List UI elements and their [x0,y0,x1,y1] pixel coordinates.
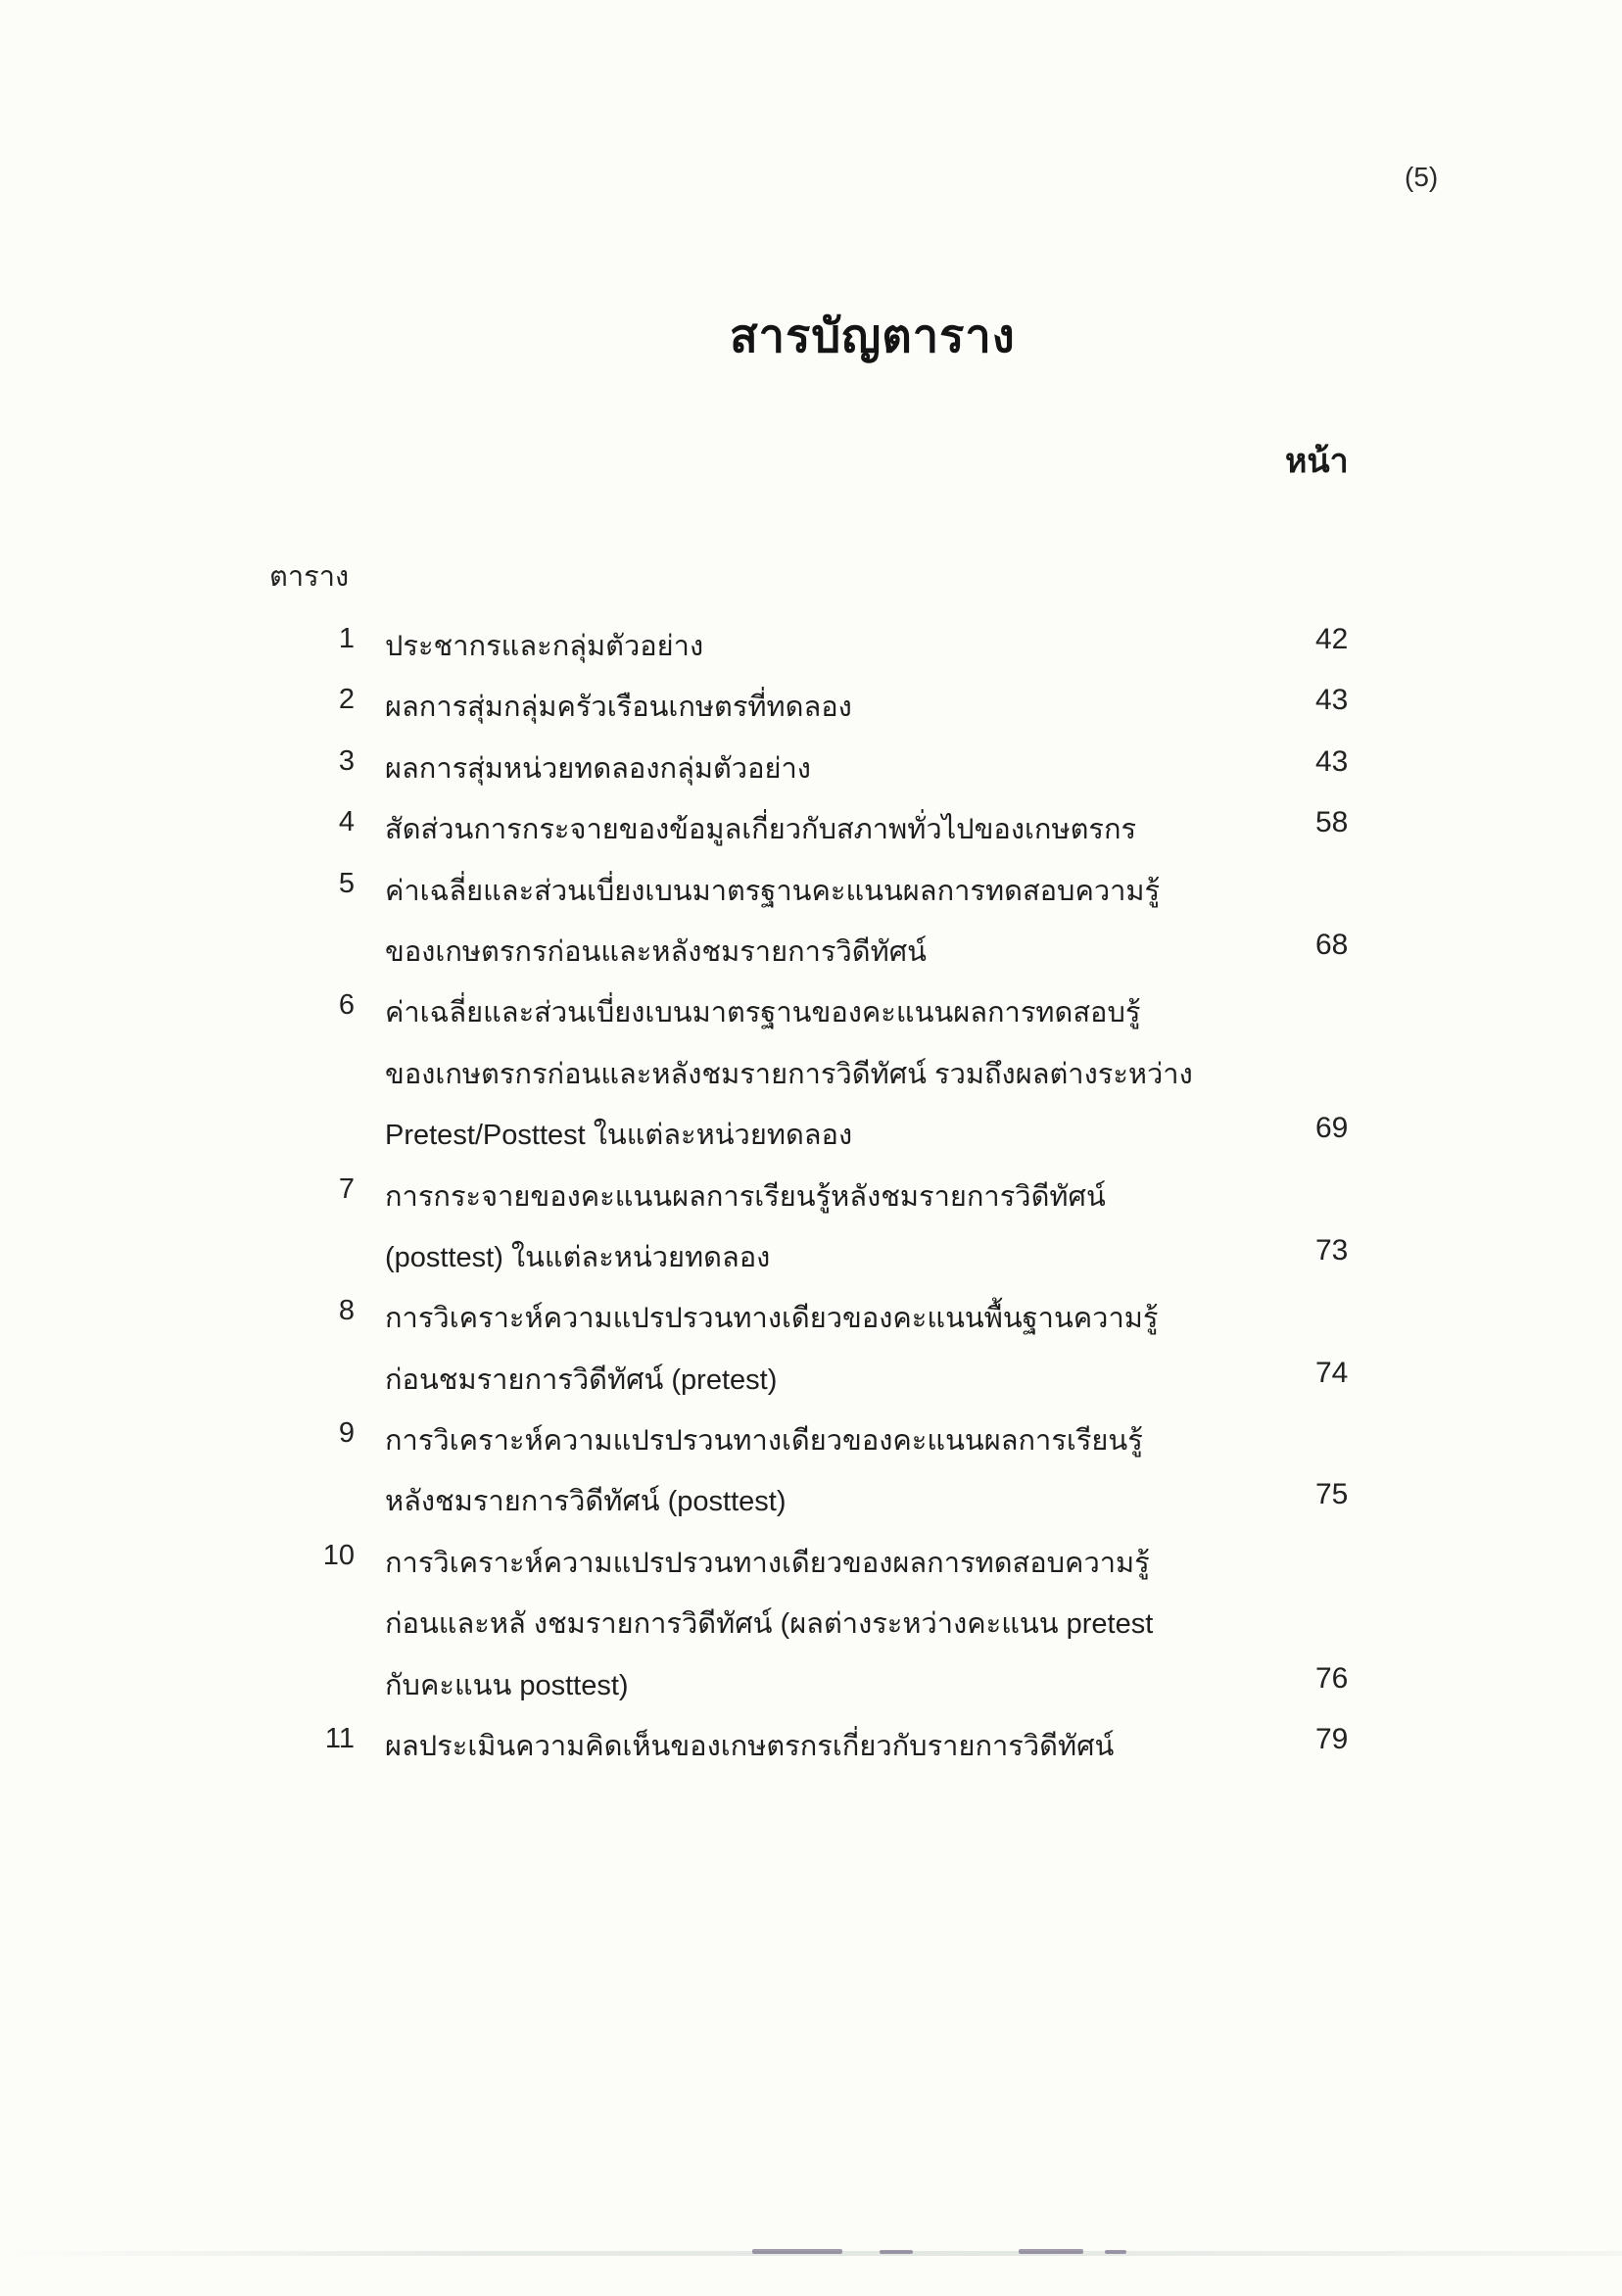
scan-artifact-smudge [1105,2250,1126,2254]
entry-page-number: 43 [1315,744,1349,778]
entry-text: ของเกษตรกรก่อนและหลังชมรายการวิดีทัศน์ รวมถึงผลต่างระหว่าง [385,1058,1193,1090]
entry-text: ผลประเมินความคิดเห็นของเกษตรกรเกี่ยวกับรายการวิดีทัศน์ [385,1731,1115,1763]
entry-number: 5 [338,867,355,899]
page-column-header: หน้า [1285,443,1349,480]
entry-page-number: 69 [1315,1112,1349,1145]
entry-number: 1 [338,623,355,654]
entry-number: 7 [338,1172,355,1205]
entry-number: 2 [338,684,355,716]
toc-entry-8-continued [0,1343,1622,1404]
entry-number: 4 [338,806,355,838]
entry-text: ผลการสุ่มหน่วยทดลองกลุ่มตัวอย่าง [385,752,811,785]
table-of-tables [0,609,1622,1770]
entry-text: ค่าเฉลี่ยและส่วนเบี่ยงเบนมาตรฐานของคะแนนผลการทดสอบรู้ [385,997,1141,1029]
entry-page-number: 79 [1315,1723,1349,1756]
entry-page-number: 75 [1315,1478,1349,1511]
toc-entry-10-continued [0,1587,1622,1648]
page-title: สารบัญตาราง [730,310,1016,361]
entry-page-number: 73 [1315,1233,1349,1267]
entry-text: การวิเคราะห์ความแปรปรวนทางเดียวของคะแนนพื้นฐานความรู้ [385,1303,1159,1335]
toc-entry-6-continued [0,1037,1622,1098]
entry-number: 10 [322,1539,355,1571]
entry-page-number: 42 [1315,623,1349,655]
toc-entry-7 [0,1160,1622,1220]
entry-text: กับคะแนน posttest) [385,1669,629,1701]
entry-text: ก่อนชมรายการวิดีทัศน์ (pretest) [385,1363,778,1396]
toc-entry-9 [0,1404,1622,1464]
entry-text: หลังชมรายการวิดีทัศน์ (posttest) [385,1486,787,1518]
toc-entry-10 [0,1526,1622,1587]
toc-entry-5-continued [0,915,1622,976]
toc-entry-8 [0,1281,1622,1342]
toc-entry-6-continued [0,1098,1622,1159]
entry-text: สัดส่วนการกระจายของข้อมูลเกี่ยวกับสภาพทั่วไปของเกษตรกร [385,814,1137,846]
toc-entry-4 [0,792,1622,853]
entry-page-number: 68 [1315,928,1349,961]
toc-entry-2 [0,670,1622,731]
toc-entry-6 [0,976,1622,1036]
entry-text: Pretest/Posttest ในแต่ละหน่วยทดลอง [385,1120,853,1152]
table-list-label: ตาราง [269,561,350,593]
toc-entry-3 [0,732,1622,792]
scan-artifact-smudge [880,2250,913,2254]
entry-text: (posttest) ในแต่ละหน่วยทดลอง [385,1241,771,1273]
entry-text: ค่าเฉลี่ยและส่วนเบี่ยงเบนมาตรฐานคะแนนผลการทดสอบความรู้ [385,875,1161,907]
entry-text: ผลการสุ่มกลุ่มครัวเรือนเกษตรที่ทดลอง [385,692,852,724]
entry-text: ประชากรและกลุ่มตัวอย่าง [385,631,704,662]
toc-entry-7-continued [0,1220,1622,1281]
entry-page-number: 43 [1315,684,1349,717]
entry-number: 9 [338,1417,355,1450]
entry-text: ก่อนและหลั งชมรายการวิดีทัศน์ (ผลต่างระหว่างคะแนน pretest [385,1608,1154,1641]
entry-number: 8 [338,1295,355,1327]
entry-text: ของเกษตรกรก่อนและหลังชมรายการวิดีทัศน์ [385,935,927,968]
entry-number: 3 [338,744,355,777]
scan-artifact-smudge [1019,2249,1083,2254]
scan-artifact-smudge [752,2249,842,2254]
toc-entry-9-continued [0,1464,1622,1525]
entry-page-number: 74 [1315,1356,1349,1389]
toc-entry-10-continued [0,1649,1622,1709]
entry-text: การวิเคราะห์ความแปรปรวนทางเดียวของผลการทดสอบความรู้ [385,1547,1150,1579]
toc-entry-5 [0,854,1622,915]
entry-text: การวิเคราะห์ความแปรปรวนทางเดียวของคะแนนผลการเรียนรู้ [385,1425,1143,1458]
entry-page-number: 58 [1315,806,1349,839]
entry-number: 6 [338,989,355,1022]
entry-number: 11 [324,1723,355,1755]
toc-entry-11 [0,1709,1622,1770]
toc-entry-1 [0,609,1622,670]
page-corner-number: (5) [1405,162,1439,192]
entry-page-number: 76 [1315,1661,1349,1695]
entry-text: การกระจายของคะแนนผลการเรียนรู้หลังชมรายการวิดีทัศน์ [385,1180,1106,1213]
